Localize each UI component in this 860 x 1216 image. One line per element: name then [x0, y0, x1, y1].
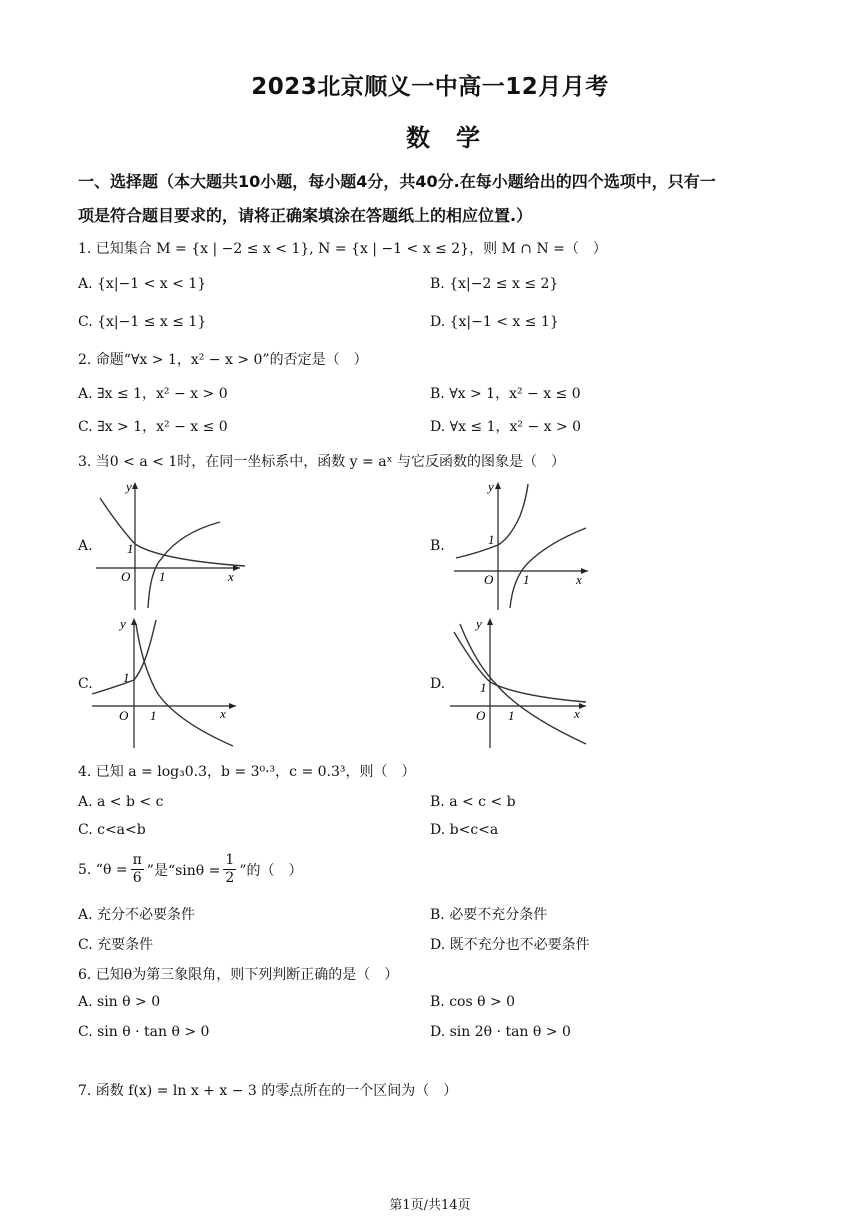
graph-a-one-y: 1 [127, 541, 134, 556]
section-heading-cont: 项是符合题目要求的，请将正确案填涂在答题纸上的相应位置.） [78, 206, 533, 225]
question-5-stem [78, 852, 302, 887]
q5-frac1-den: 6 [132, 870, 142, 886]
page-title: 2023北京顺义一中高一12月月考 [251, 74, 609, 100]
graph-c-one-x: 1 [150, 708, 157, 723]
graph-d-origin: O [476, 708, 486, 723]
graph-b-one-x: 1 [523, 572, 530, 587]
graph-c-origin: O [119, 708, 129, 723]
graph-a-one-x: 1 [159, 569, 166, 584]
q6-option-b: B. cos θ > 0 [430, 994, 516, 1010]
q6-option-a: A. sin θ > 0 [78, 994, 161, 1010]
q5-option-c: C. 充要条件 [78, 937, 154, 953]
q3-option-a: A. [78, 538, 93, 554]
q5-suffix: ”的（ ） [239, 862, 303, 879]
q3-option-b: B. [430, 538, 445, 554]
graph-a-y-label: y [126, 479, 132, 494]
section-heading: 一、选择题（本大题共10小题，每小题4分，共40分.在每小题给出的四个选项中，只有一 [78, 172, 716, 191]
q4-option-d: D. b<c<a [430, 822, 499, 838]
graph-d-y-label: y [476, 616, 482, 631]
question-7-stem: 7. 函数 f(x) = ln x + x − 3 的零点所在的一个区间为（ ） [78, 1083, 458, 1099]
q5-mid: ”是“sinθ = [146, 862, 221, 879]
q1-option-c: C. {x|−1 ≤ x ≤ 1} [78, 314, 207, 330]
graph-b [448, 478, 598, 616]
q3-option-c: C. [78, 676, 93, 692]
q2-option-a: A. ∃x ≤ 1，x² − x > 0 [78, 386, 228, 402]
q6-option-c: C. sin θ · tan θ > 0 [78, 1024, 210, 1040]
q5-fraction-1-2 [223, 852, 236, 887]
q1-option-d: D. {x|−1 < x ≤ 1} [430, 314, 559, 330]
q5-frac2-den: 2 [225, 870, 235, 886]
subject-title: 数学 [406, 124, 506, 152]
q3-option-d: D. [430, 676, 446, 692]
question-6-stem: 6. 已知θ为第三象限角，则下列判断正确的是（ ） [78, 967, 399, 983]
q6-option-d: D. sin 2θ · tan θ > 0 [430, 1024, 571, 1040]
q5-prefix: 5. “θ = [78, 861, 128, 878]
q2-option-d: D. ∀x ≤ 1，x² − x > 0 [430, 419, 582, 435]
graph-d-one-x: 1 [508, 708, 515, 723]
graph-c [88, 614, 248, 754]
graph-a-origin: O [121, 569, 131, 584]
graph-d-x-label: x [574, 706, 580, 721]
graph-b-x-label: x [576, 572, 582, 587]
graph-d [446, 614, 596, 754]
q5-frac1-num: π [132, 852, 142, 868]
q4-option-b: B. a < c < b [430, 794, 516, 810]
q4-option-a: A. a < b < c [78, 794, 164, 810]
graph-b-origin: O [484, 572, 494, 587]
question-2-stem: 2. 命题“∀x > 1，x² − x > 0”的否定是（ ） [78, 352, 368, 368]
q1-option-a: A. {x|−1 < x < 1} [78, 276, 207, 292]
graph-a [90, 478, 250, 616]
graph-c-one-y: 1 [123, 670, 130, 685]
graph-a-x-label: x [228, 569, 234, 584]
q5-fraction-pi-6 [131, 852, 144, 887]
graph-b-one-y: 1 [488, 532, 495, 547]
question-1-stem: 1. 已知集合 M = {x | −2 ≤ x < 1}, N = {x | −1 < x ≤ 2}，则 M ∩ N =（ ） [78, 241, 607, 257]
question-4-stem: 4. 已知 a = log₃0.3，b = 3⁰·³，c = 0.3³，则（ ） [78, 764, 416, 780]
q5-option-a: A. 充分不必要条件 [78, 907, 196, 923]
q2-option-c: C. ∃x > 1，x² − x ≤ 0 [78, 419, 228, 435]
question-3-stem: 3. 当0 < a < 1时，在同一坐标系中，函数 y = aˣ 与它反函数的图象是（ ） [78, 454, 565, 470]
graph-c-x-label: x [220, 706, 226, 721]
q5-frac2-num: 1 [225, 852, 235, 868]
q5-option-b: B. 必要不充分条件 [430, 907, 548, 923]
graph-d-one-y: 1 [480, 680, 487, 695]
graph-b-y-label: y [488, 479, 494, 494]
graph-c-y-label: y [120, 616, 126, 631]
q4-option-c: C. c<a<b [78, 822, 146, 838]
page-footer: 第1页/共14页 [389, 1198, 471, 1213]
q2-option-b: B. ∀x > 1，x² − x ≤ 0 [430, 386, 581, 402]
q5-option-d: D. 既不充分也不必要条件 [430, 937, 590, 953]
q1-option-b: B. {x|−2 ≤ x ≤ 2} [430, 276, 559, 292]
